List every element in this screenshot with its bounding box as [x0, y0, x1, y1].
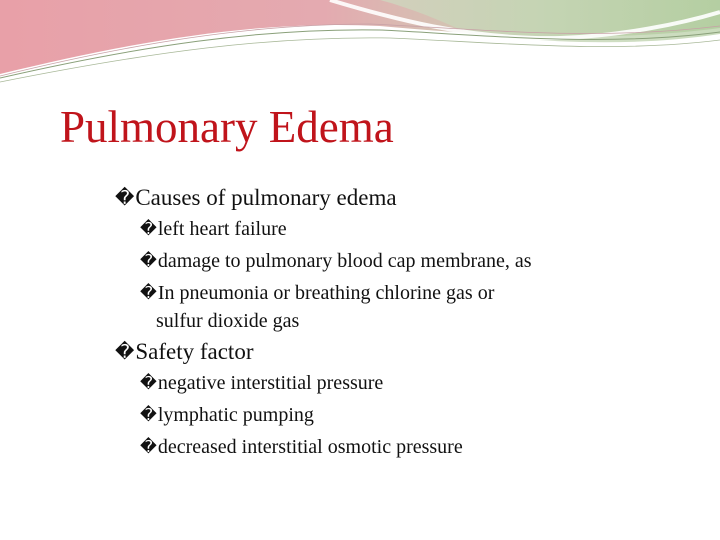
slide-title: Pulmonary Edema — [60, 102, 394, 152]
sub-bullet-item — [140, 372, 383, 395]
bullet-item — [115, 339, 253, 365]
sub-bullet-text: decreased interstitial osmotic pressure — [157, 436, 463, 458]
sub-bullet-text: damage to pulmonary blood cap membrane, as — [157, 250, 532, 272]
bullet-icon: � — [140, 373, 157, 392]
sub-bullet-text: In pneumonia or breathing chlorine gas or — [157, 282, 495, 304]
sub-bullet-item — [140, 218, 287, 241]
bullet-icon: � — [140, 437, 157, 456]
sub-bullet-text: lymphatic pumping — [157, 404, 314, 426]
bullet-text: Safety factor — [135, 339, 254, 364]
sub-bullet-item — [140, 436, 463, 459]
bullet-text: Causes of pulmonary edema — [135, 185, 397, 210]
sub-bullet-text: negative interstitial pressure — [157, 372, 384, 394]
bullet-icon: � — [140, 283, 157, 302]
bullet-icon: � — [115, 341, 135, 363]
sub-bullet-item — [140, 282, 494, 305]
sub-bullet-text: sulfur dioxide gas — [156, 310, 300, 332]
sub-bullet-item — [140, 404, 314, 427]
sub-bullet-continuation — [156, 310, 299, 333]
bullet-item — [115, 185, 397, 211]
bullet-icon: � — [140, 219, 157, 238]
bullet-icon: � — [115, 187, 135, 209]
sub-bullet-item — [140, 250, 532, 273]
sub-bullet-text: left heart failure — [157, 218, 287, 240]
bullet-icon: � — [140, 405, 157, 424]
bullet-icon: � — [140, 251, 157, 270]
